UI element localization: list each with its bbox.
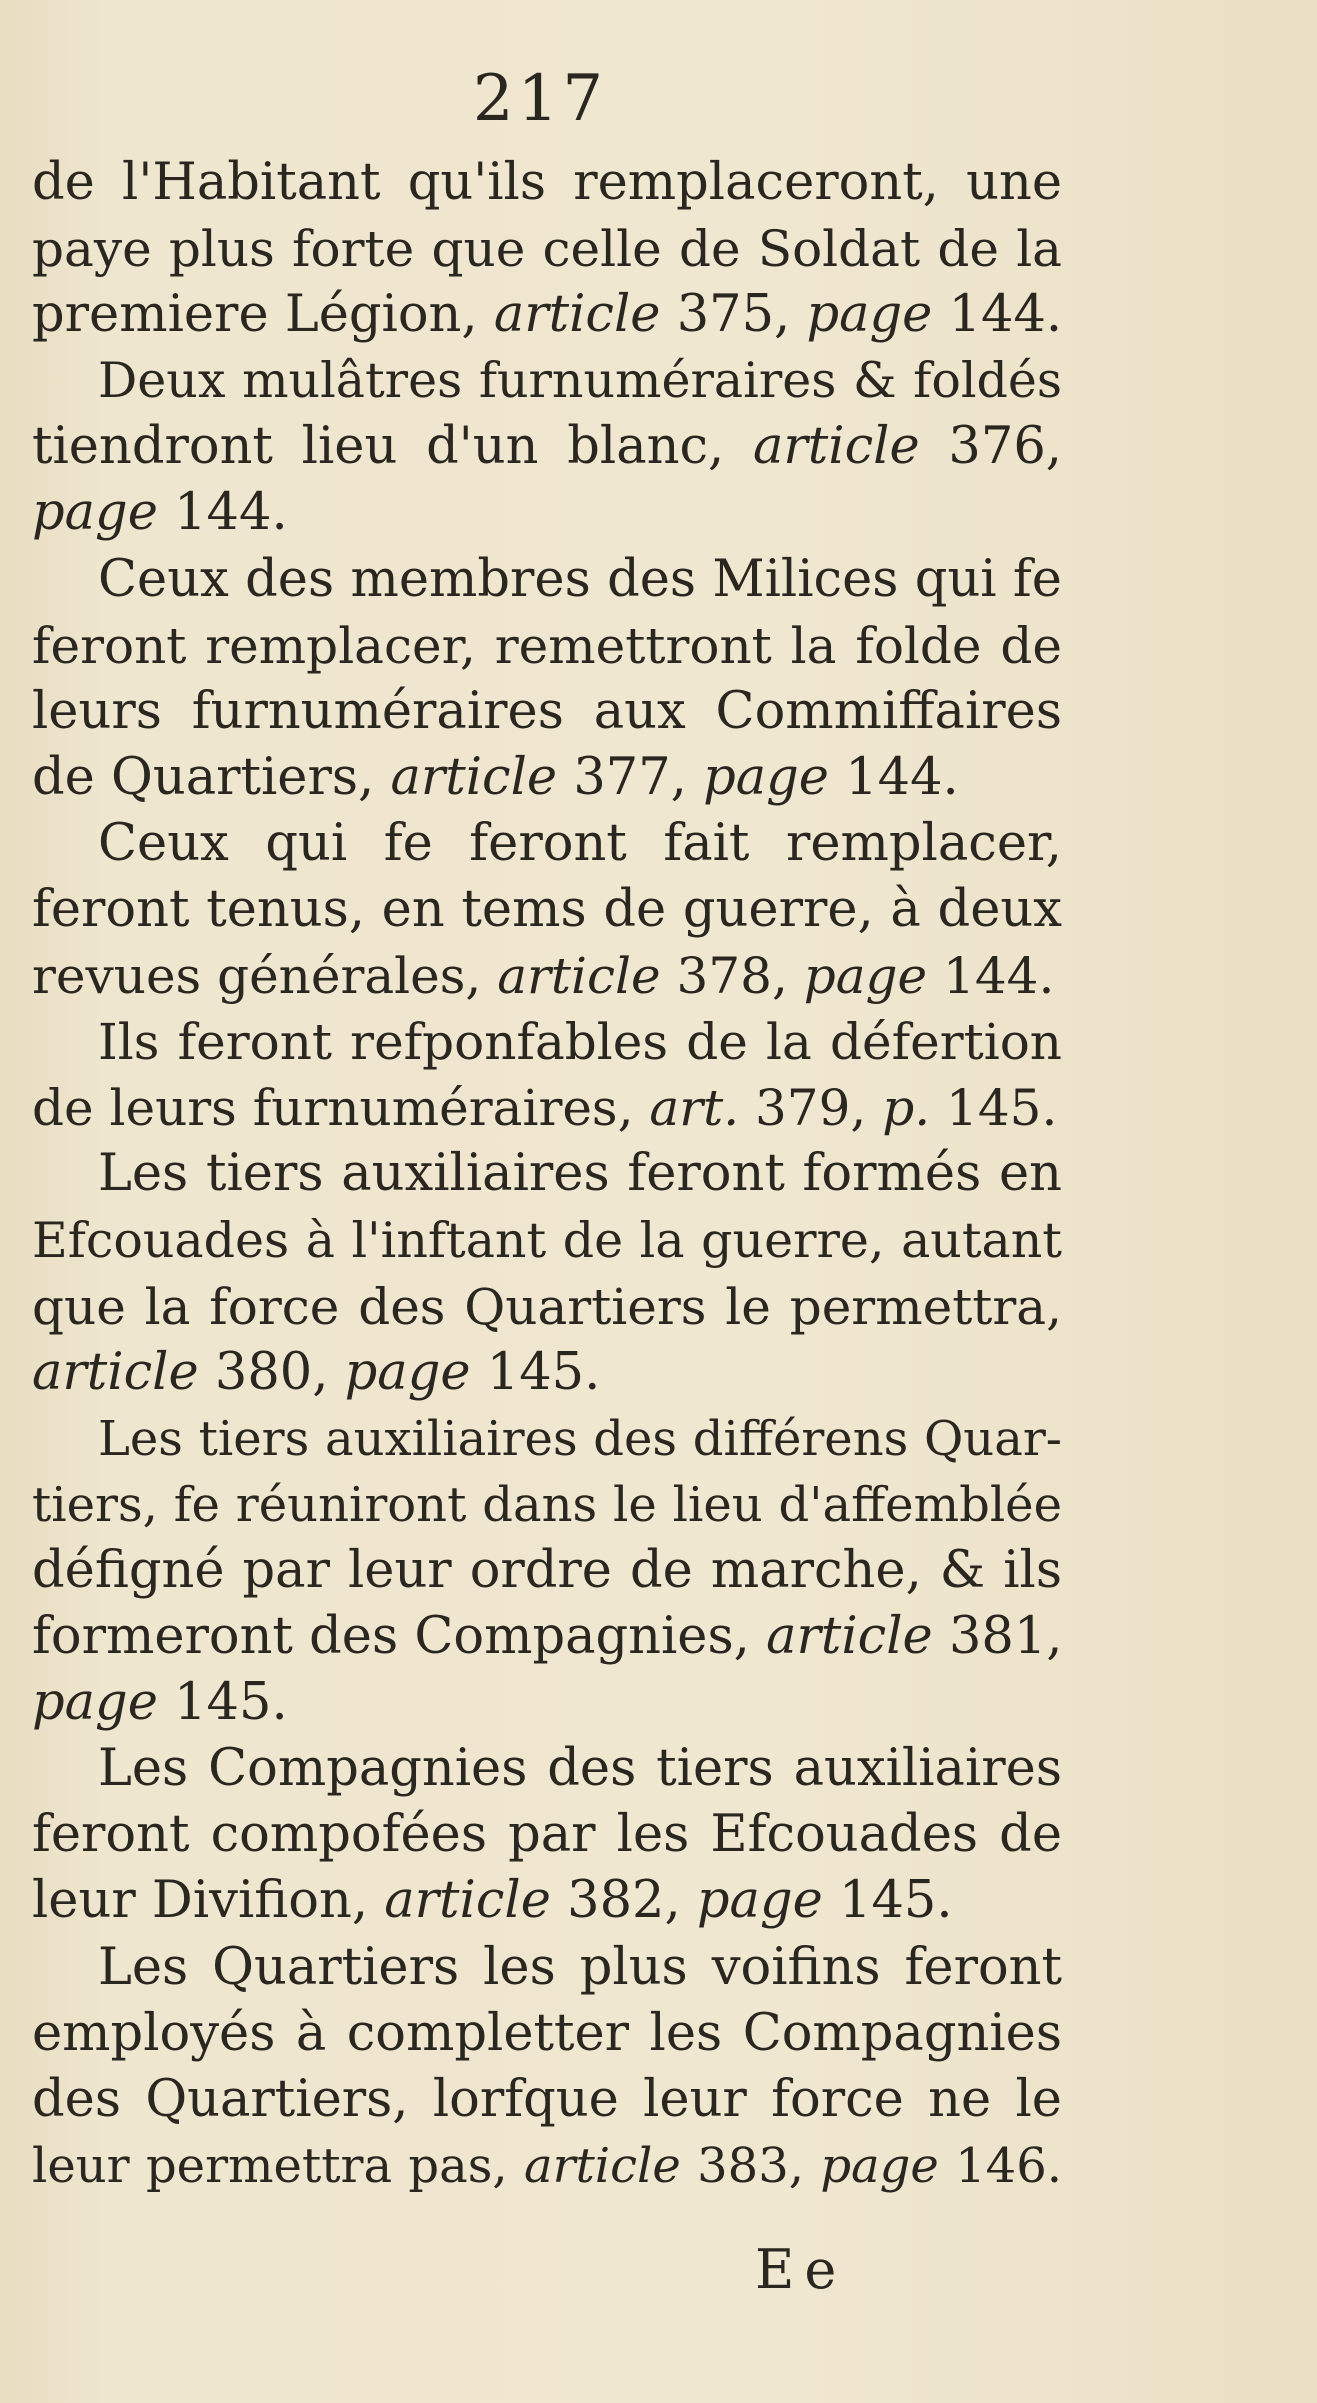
text-line (32, 414, 1062, 480)
text-run: 375, (660, 285, 807, 345)
text-run: Les Compagnies des tiers auxiliaires (98, 1739, 1062, 1799)
text-run: de l'Habitant qu'ils remplaceront, une (32, 153, 1062, 212)
text-run: 145. (822, 1871, 953, 1931)
text-run: Les tiers auxiliaires des différens Quar- (98, 1410, 1062, 1467)
italic-reference: article (384, 1871, 551, 1931)
text-line (32, 1141, 1062, 1207)
text-run: 146. (938, 2137, 1062, 2194)
text-line (32, 1538, 1062, 1604)
italic-reference: page (32, 483, 158, 543)
text-line (32, 1802, 1062, 1868)
italic-reference: article (753, 417, 920, 477)
italic-reference: page (32, 1673, 158, 1733)
text-line (32, 1274, 1062, 1340)
text-run: tiers, fe réuniront dans le lieu d'affemblée (32, 1476, 1062, 1533)
italic-reference: article (493, 285, 661, 345)
text-line (32, 2133, 1062, 2199)
text-line (32, 150, 1062, 216)
text-run: Ceux des membres des Milices qui fe (98, 549, 1062, 609)
text-line (32, 613, 1062, 679)
italic-reference: page (696, 1871, 823, 1931)
text-run: paye plus forte que celle de Soldat de la (32, 220, 1062, 279)
text-run: 378, (660, 947, 804, 1006)
catchword: Ee (755, 2238, 847, 2301)
italic-reference: page (806, 285, 933, 345)
italic-reference: article (497, 947, 661, 1006)
text-run: leurs furnuméraires aux Commiffaires (32, 681, 1062, 741)
text-run: Ceux qui fe feront fait remplacer, (98, 813, 1062, 873)
text-line (32, 282, 1062, 348)
text-run: 379, (739, 1079, 883, 1138)
text-run: Ils feront refponfables de la défertion (98, 1013, 1062, 1072)
text-line (32, 943, 1062, 1009)
text-line (32, 679, 1062, 745)
text-run: 145. (157, 1673, 288, 1733)
text-run: 376, (919, 417, 1062, 477)
text-run: 144. (932, 285, 1063, 345)
text-run: Deux mulâtres furnuméraires & foldés (98, 352, 1062, 410)
text-line (32, 877, 1062, 943)
italic-reference: page (803, 947, 928, 1006)
italic-reference: page (344, 1342, 471, 1402)
italic-reference: article (390, 747, 558, 807)
italic-reference: page (820, 2137, 939, 2194)
text-line (32, 1009, 1062, 1075)
text-run: leur permettra pas, (32, 2137, 524, 2194)
text-run: de leurs furnuméraires, (32, 1079, 650, 1138)
text-line (32, 1868, 1062, 1934)
italic-reference: article (766, 1607, 933, 1667)
text-run: 381, (932, 1607, 1063, 1667)
text-line (32, 547, 1062, 613)
text-run: Efcouades à l'inftant de la guerre, autant (32, 1211, 1062, 1269)
text-run: feront remplacer, remettront la folde de (32, 616, 1062, 675)
text-line (32, 1935, 1062, 2001)
text-run: 144. (927, 947, 1055, 1006)
text-line (32, 1208, 1062, 1274)
text-line (32, 1736, 1062, 1802)
text-run: tiendront lieu d'un blanc, (32, 417, 753, 477)
italic-reference: page (703, 747, 829, 807)
text-run: de Quartiers, (32, 747, 391, 807)
text-run: 145. (930, 1079, 1058, 1138)
text-line (32, 1075, 1062, 1141)
text-run: feront tenus, en tems de guerre, à deux (32, 880, 1062, 940)
text-run: 377, (557, 747, 704, 807)
text-run: premiere Légion, (32, 285, 494, 345)
text-line (32, 745, 1062, 811)
text-run: 380, (198, 1342, 345, 1402)
italic-reference: art. (649, 1079, 740, 1138)
text-run: que la force des Quartiers le permettra, (32, 1277, 1062, 1336)
text-run: Les Quartiers les plus voifins feront (98, 1937, 1062, 1997)
text-line (32, 348, 1062, 414)
text-line (32, 2067, 1062, 2133)
text-line (32, 480, 1062, 546)
text-run: revues générales, (32, 947, 498, 1006)
italic-reference: article (523, 2137, 681, 2194)
text-line (32, 1472, 1062, 1538)
italic-reference: p. (882, 1079, 931, 1138)
text-run: défigné par leur ordre de marche, & ils (32, 1540, 1062, 1600)
text-run: 383, (680, 2137, 821, 2194)
text-line (32, 1340, 1062, 1406)
text-run: des Quartiers, lorfque leur force ne le (32, 2069, 1062, 2129)
text-line (32, 1406, 1062, 1472)
text-run: 145. (470, 1342, 601, 1402)
text-run: 382, (550, 1871, 697, 1931)
text-run: 144. (828, 747, 959, 807)
index-text-block (32, 150, 1062, 2199)
italic-reference: article (32, 1342, 199, 1402)
text-run: 144. (157, 483, 288, 543)
text-run: leur Divifion, (32, 1871, 385, 1931)
text-line (32, 2001, 1062, 2067)
text-line (32, 811, 1062, 877)
text-line (32, 1604, 1062, 1670)
text-line (32, 216, 1062, 282)
text-line (32, 1670, 1062, 1736)
text-run: employés à completter les Compagnies (32, 2003, 1062, 2063)
text-run: Les tiers auxiliaires feront formés en (98, 1144, 1062, 1204)
text-run: formeront des Compagnies, (32, 1607, 767, 1667)
text-run: feront compofées par les Efcouades de (32, 1805, 1062, 1865)
page-number: 217 (472, 62, 608, 136)
